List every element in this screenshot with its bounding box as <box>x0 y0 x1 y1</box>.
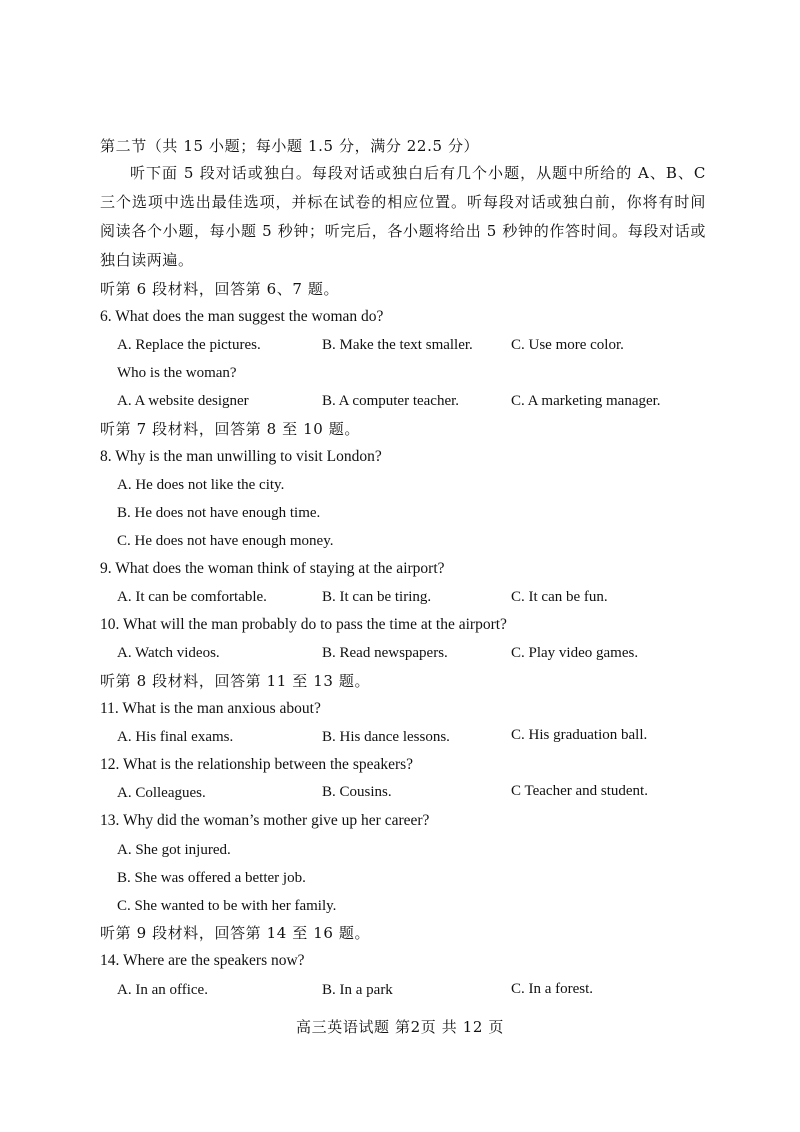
question-11-stem: 11. What is the man anxious about? <box>100 700 321 717</box>
question-8-option-c: C. He does not have enough money. <box>117 533 334 549</box>
question-6-option-b: B. Make the text smaller. <box>322 337 473 353</box>
question-8-stem: 8. Why is the man unwilling to visit London? <box>100 448 382 465</box>
question-13-option-c: C. She wanted to be with her family. <box>117 898 337 914</box>
question-6-option-c: C. Use more color. <box>511 337 624 353</box>
question-13-option-a: A. She got injured. <box>117 842 231 858</box>
material-7-label: 听第 7 段材料，回答第 8 至 10 题。 <box>100 420 360 438</box>
question-10-option-c: C. Play video games. <box>511 645 639 661</box>
question-8-option-b: B. He does not have enough time. <box>117 505 321 521</box>
question-7-option-b: B. A computer teacher. <box>322 393 460 409</box>
question-8-option-a: A. He does not like the city. <box>117 477 285 493</box>
page-footer: 高三英语试题 第2页 共 12 页 <box>296 1018 504 1036</box>
question-12-option-c: C Teacher and student. <box>511 783 648 799</box>
question-10-option-a: A. Watch videos. <box>117 645 220 661</box>
question-6-stem: 6. What does the man suggest the woman do? <box>100 308 384 325</box>
question-11-option-a: A. His final exams. <box>117 729 234 745</box>
question-6-option-a: A. Replace the pictures. <box>117 337 261 353</box>
material-6-label: 听第 6 段材料，回答第 6、7 题。 <box>100 280 340 298</box>
question-9-option-b: B. It can be tiring. <box>322 589 432 605</box>
question-10-option-b: B. Read newspapers. <box>322 645 448 661</box>
material-9-label: 听第 9 段材料，回答第 14 至 16 题。 <box>100 924 371 942</box>
section-instructions: 听下面 5 段对话或独白。每段对话或独白后有几个小题，从题中所给的 A、B、C 三个选项中选出最佳选项，并标在试卷的相应位置。听每段对话或独白前，你将有时间阅读各个小题，每小题 5 秒钟；听完后，各小题将给出 5 秒钟的作答时间。每段对话或独白读两遍。 <box>100 164 706 269</box>
question-9-option-c: C. It can be fun. <box>511 589 608 605</box>
section-heading: 第二节（共 15 小题；每小题 1.5 分，满分 22.5 分） <box>100 137 480 155</box>
question-10-stem: 10. What will the man probably do to pass the time at the airport? <box>100 616 507 633</box>
question-9-stem: 9. What does the woman think of staying at the airport? <box>100 560 445 577</box>
question-12-option-a: A. Colleagues. <box>117 785 206 801</box>
question-9-option-a: A. It can be comfortable. <box>117 589 267 605</box>
question-14-stem: 14. Where are the speakers now? <box>100 952 305 969</box>
question-13-stem: 13. Why did the woman’s mother give up her career? <box>100 812 430 829</box>
question-7-option-a: A. A website designer <box>117 393 249 409</box>
question-14-option-c: C. In a forest. <box>511 981 594 997</box>
material-8-label: 听第 8 段材料，回答第 11 至 13 题。 <box>100 672 371 690</box>
question-12-stem: 12. What is the relationship between the speakers? <box>100 756 414 773</box>
question-14-option-a: A. In an office. <box>117 982 208 998</box>
question-13-option-b: B. She was offered a better job. <box>117 870 306 886</box>
question-7-stem: Who is the woman? <box>117 365 237 381</box>
question-14-option-b: B. In a park <box>322 982 393 998</box>
question-11-option-c: C. His graduation ball. <box>511 727 648 743</box>
question-7-option-c: C. A marketing manager. <box>511 393 661 409</box>
question-12-option-b: B. Cousins. <box>322 784 392 800</box>
question-11-option-b: B. His dance lessons. <box>322 729 450 745</box>
